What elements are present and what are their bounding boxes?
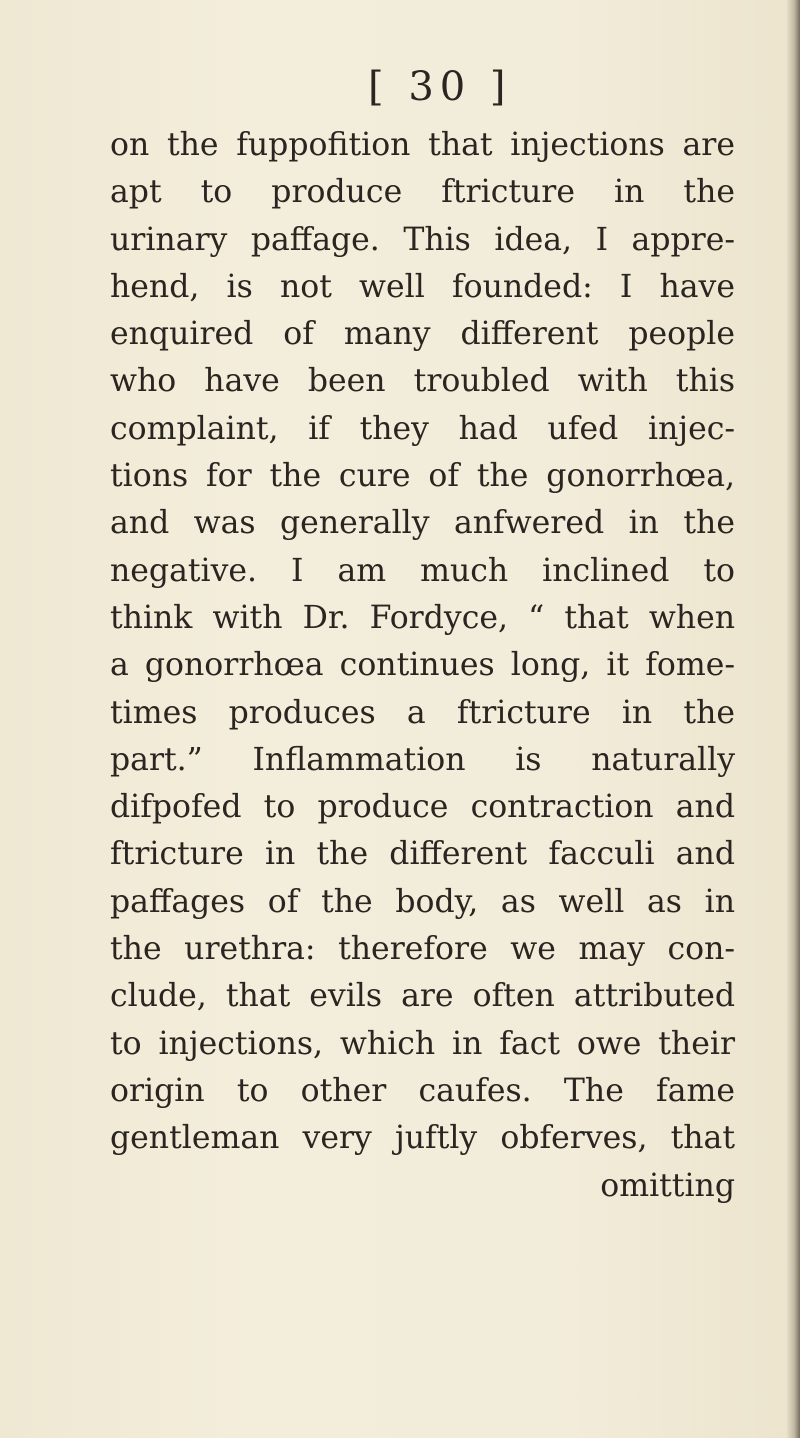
text-line-5: enquired of many different people [110, 316, 735, 353]
text-line-2: apt to produce ftricture in the [110, 174, 735, 211]
text-line-9: and was generally anfwered in the [110, 505, 735, 542]
text-line-14: part.” Inflammation is naturally [110, 741, 735, 778]
text-line-1: on the fuppofition that injections are [110, 127, 735, 163]
page-number-header: [ 30 ] [368, 64, 512, 110]
text-line-4: hend, is not well founded: I have [110, 268, 735, 305]
text-line-11: think with Dr. Fordyce, “ that when [110, 599, 735, 636]
text-line-21: origin to other caufes. The fame [110, 1072, 735, 1109]
catchword: omitting [600, 1167, 735, 1204]
text-line-10: negative. I am much inclined to [110, 552, 735, 589]
text-line-22: gentleman very juftly obferves, that [110, 1120, 735, 1157]
text-line-18: the urethra: therefore we may con- [110, 931, 735, 968]
text-line-3: urinary paffage. This idea, I appre- [110, 221, 735, 258]
text-line-15: difpofed to produce contraction and [110, 789, 735, 826]
text-line-20: to injections, which in fact owe their [110, 1025, 735, 1062]
text-line-12: a gonorrhœa continues long, it fome- [110, 647, 735, 684]
text-line-8: tions for the cure of the gonorrhœa, [110, 458, 735, 495]
text-line-7: complaint, if they had ufed injec- [110, 410, 735, 447]
page-edge-shadow [786, 0, 800, 1438]
text-line-17: paffages of the body, as well as in [110, 883, 735, 920]
body-text [110, 122, 735, 1210]
text-line-19: clude, that evils are often attributed [110, 978, 735, 1015]
text-line-6: who have been troubled with this [110, 363, 735, 400]
text-line-13: times produces a ftricture in the [110, 694, 735, 731]
text-line-16: ftricture in the different facculi and [110, 836, 735, 873]
